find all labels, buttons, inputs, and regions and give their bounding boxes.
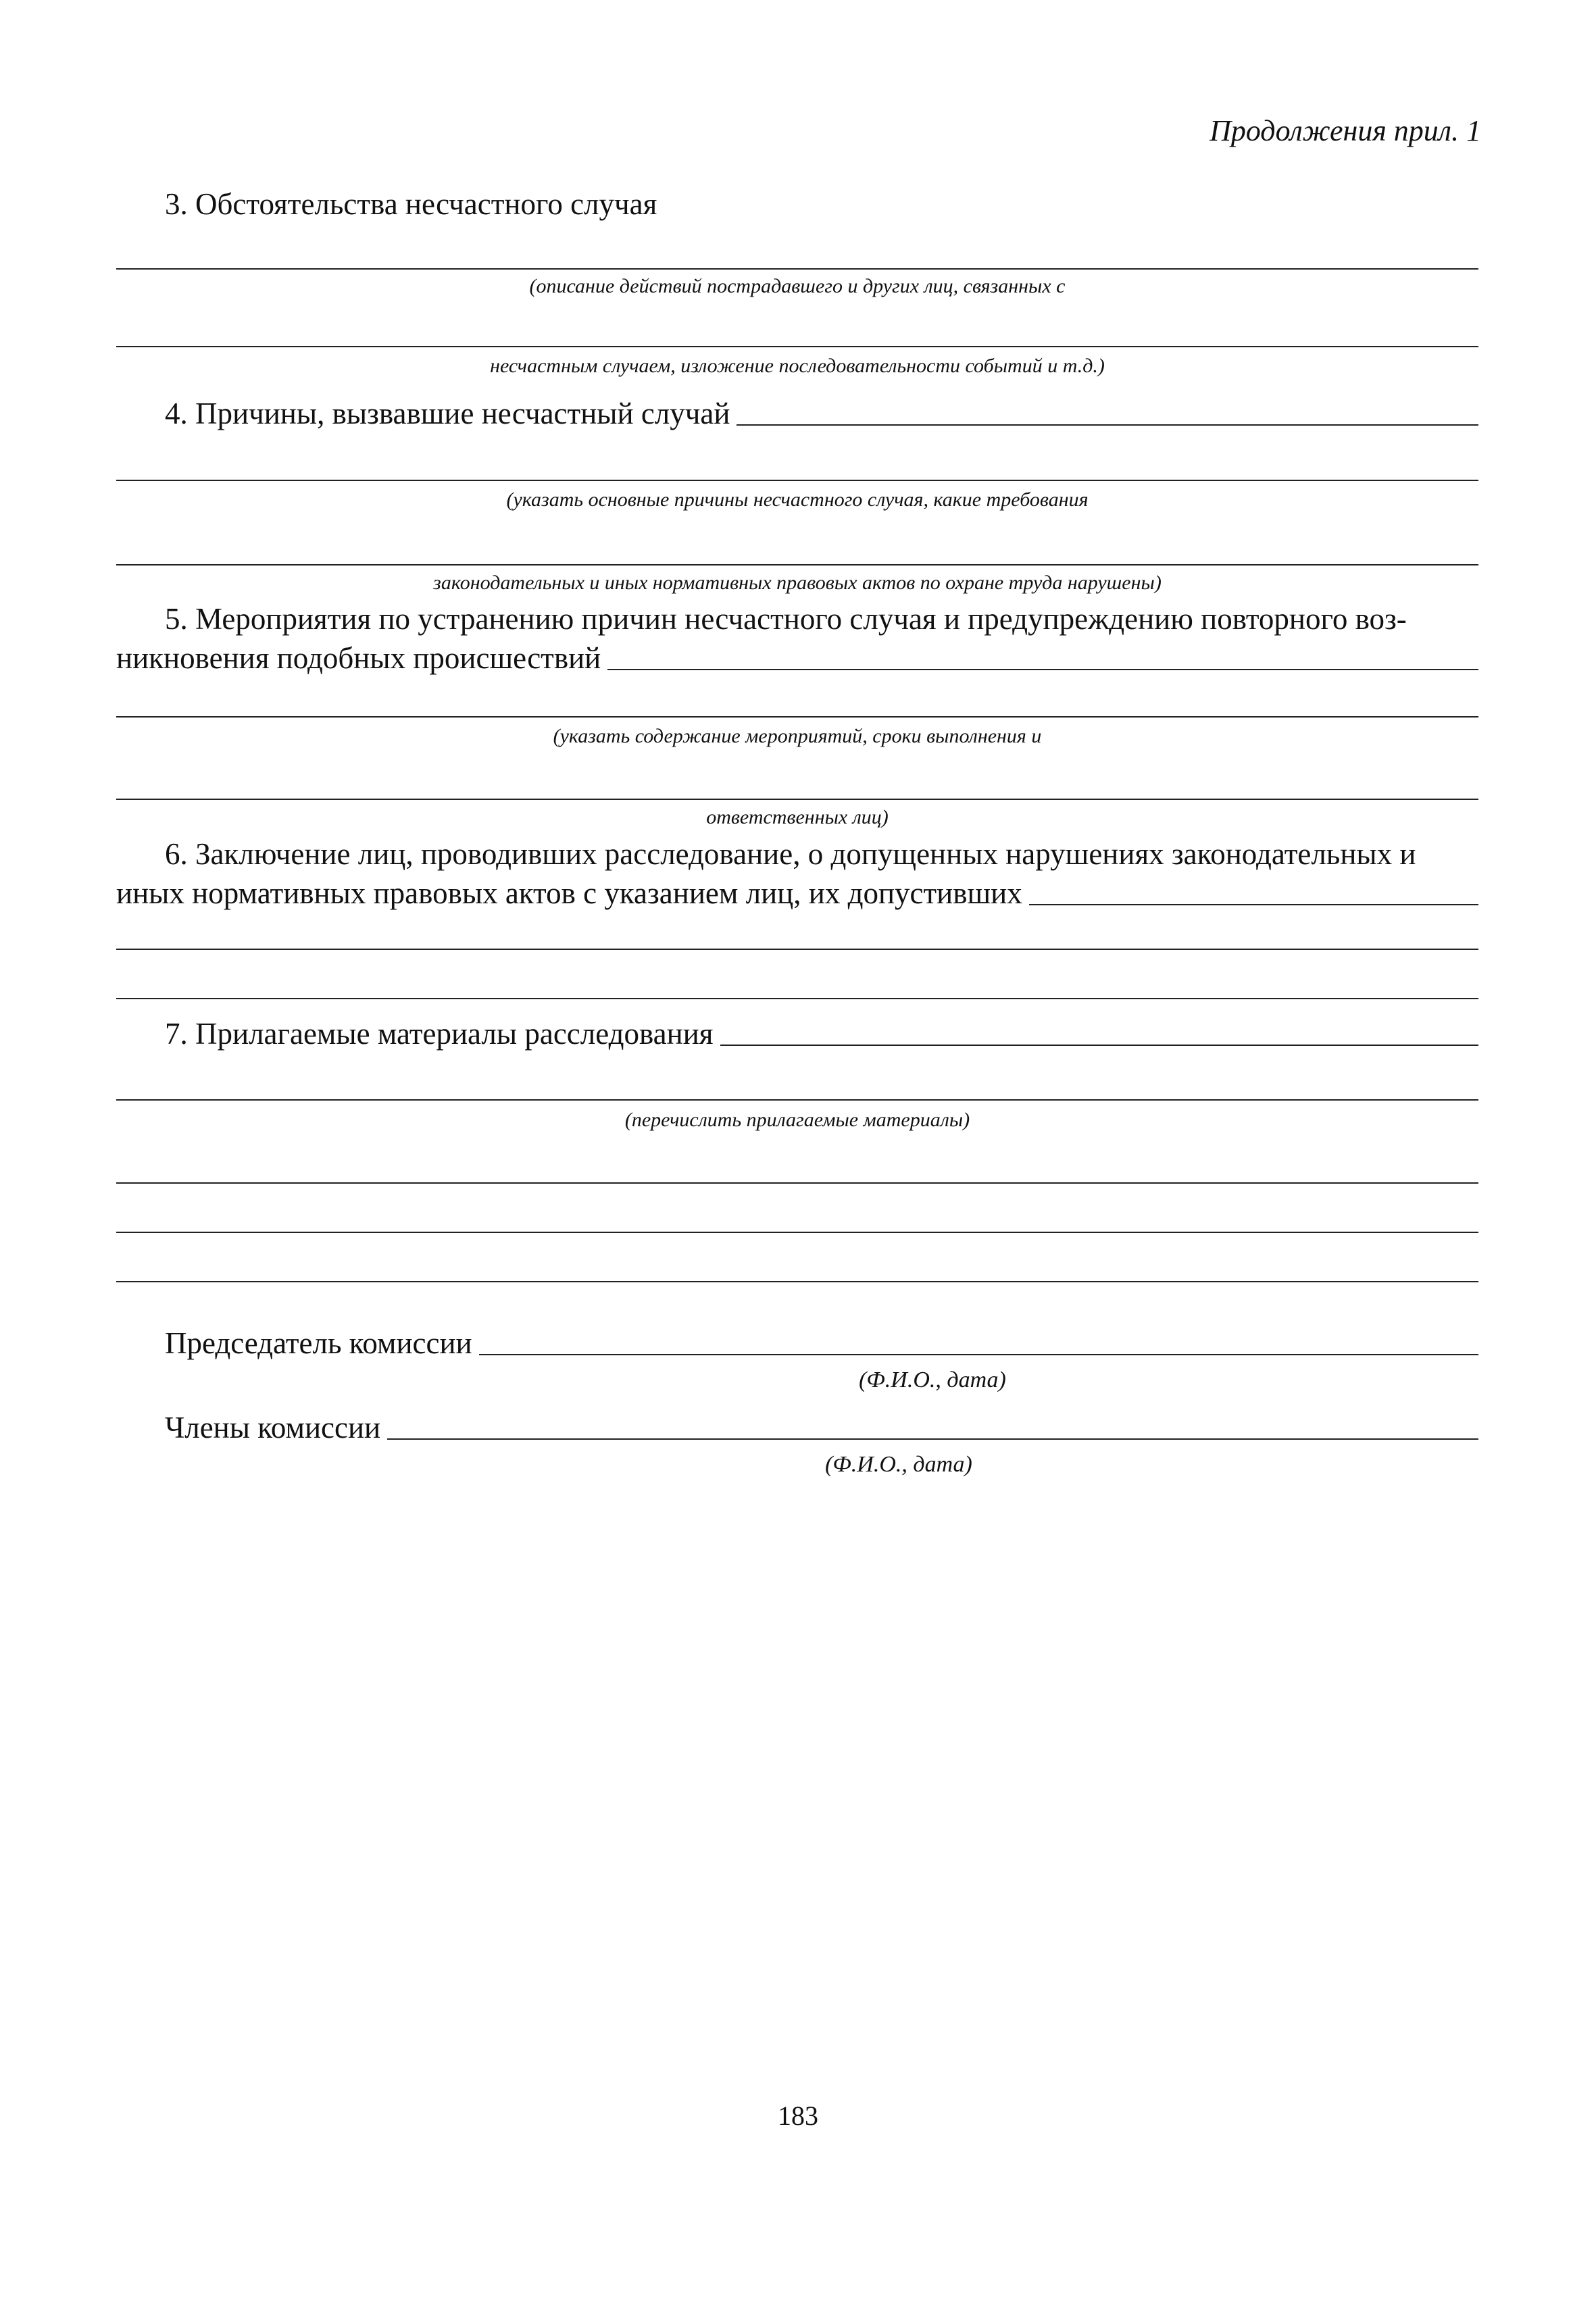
chair-label: Председатель комиссии — [165, 1326, 472, 1360]
members-signature-row — [165, 1407, 1478, 1448]
section-7-fill-line-1[interactable] — [116, 1099, 1478, 1101]
section-6-fill-line-2[interactable] — [116, 998, 1478, 999]
section-5-text-line-2: никновения подобных происшествий — [116, 641, 601, 675]
section-7-caption: (перечислить прилагаемые материалы) — [624, 1109, 970, 1131]
members-caption: (Ф.И.О., дата) — [825, 1452, 972, 1477]
section-4-fill-line-2[interactable] — [116, 564, 1478, 565]
section-6-row — [116, 873, 1478, 913]
section-4-caption-2: законодательных и иных нормативных правовых актов по охране труда нарушены) — [433, 572, 1162, 594]
section-4-fill-line-inline[interactable] — [737, 424, 1478, 426]
chair-signature-line[interactable] — [479, 1354, 1478, 1355]
section-4-title: 4. Причины, вызвавшие несчастный случай — [165, 397, 730, 430]
section-3-caption-2: несчастным случаем, изложение последовательности событий и т.д.) — [490, 355, 1105, 377]
section-4-caption-1: (указать основные причины несчастного случая, какие требования — [506, 488, 1089, 511]
page-number: 183 — [778, 2101, 818, 2131]
section-7-fill-line-inline[interactable] — [720, 1045, 1479, 1046]
section-5-caption-1: (указать содержание мероприятий, сроки выполнения и — [553, 725, 1042, 747]
section-3-fill-line-1[interactable] — [116, 268, 1478, 270]
section-3-title: 3. Обстоятельства несчастного случая — [165, 187, 657, 221]
section-5-row — [116, 638, 1478, 678]
chair-signature-row — [165, 1323, 1478, 1363]
members-label: Члены комиссии — [165, 1411, 381, 1444]
section-5-fill-line-inline[interactable] — [607, 669, 1478, 670]
section-7-title: 7. Прилагаемые материалы расследования — [165, 1017, 714, 1051]
section-5-fill-line-1[interactable] — [116, 716, 1478, 718]
section-4-fill-line-1[interactable] — [116, 480, 1478, 481]
section-6-fill-line-inline[interactable] — [1029, 904, 1478, 905]
section-7-fill-line-3[interactable] — [116, 1232, 1478, 1233]
section-6-fill-line-1[interactable] — [116, 949, 1478, 950]
chair-caption: (Ф.И.О., дата) — [859, 1367, 1006, 1392]
section-5-text-line-1: 5. Мероприятия по устранению причин несчастного случая и предупреждению повторного воз- — [165, 602, 1407, 636]
section-3-caption-1: (описание действий пострадавшего и других лиц, связанных с — [529, 275, 1066, 297]
members-signature-line[interactable] — [387, 1438, 1478, 1440]
section-5-caption-2: ответственных лиц) — [706, 806, 889, 828]
section-7-fill-line-2[interactable] — [116, 1182, 1478, 1184]
section-6-text-line-1: 6. Заключение лиц, проводивших расследование, о допущенных нарушениях законодательных и — [165, 837, 1416, 871]
section-4-row — [165, 393, 1478, 434]
page-header: Продолжения прил. 1 — [1210, 114, 1481, 147]
section-7-fill-line-4[interactable] — [116, 1281, 1478, 1282]
section-6-text-line-2: иных нормативных правовых актов с указанием лиц, их допустивших — [116, 876, 1022, 910]
section-5-fill-line-2[interactable] — [116, 799, 1478, 800]
section-7-row — [165, 1013, 1478, 1054]
section-3-fill-line-2[interactable] — [116, 346, 1478, 347]
